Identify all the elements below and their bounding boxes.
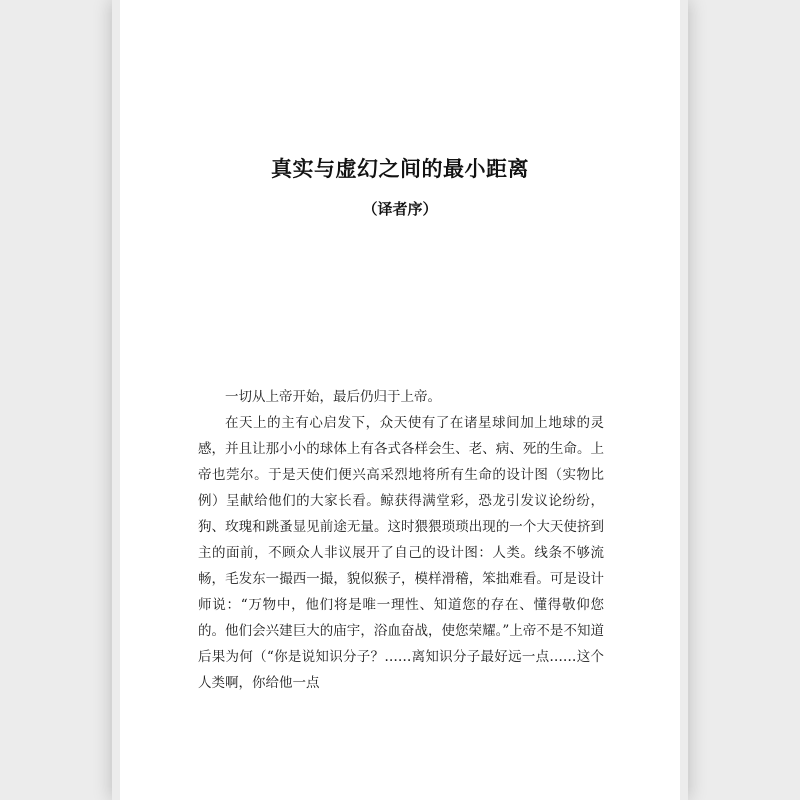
paragraph-1: 一切从上帝开始，最后仍归于上帝。 <box>225 389 441 405</box>
body-text <box>198 384 604 696</box>
book-page <box>120 0 680 800</box>
chapter-subtitle: （译者序） <box>362 200 438 218</box>
chapter-title: 真实与虚幻之间的最小距离 <box>271 156 529 181</box>
paragraph-2: 在天上的主有心启发下，众天使有了在诸星球间加上地球的灵感，并且让那小小的球体上有各式各样会生、老、病、死的生命。上帝也莞尔。于是天使们便兴高采烈地将所有生命的设计图（实物比例）呈献给他们的大家长看。鲸获得满堂彩，恐龙引发议论纷纷，狗、玫瑰和跳蚤显见前途无量。这时猥猥琐琐出现的一个大天使挤到主的面前，不顾众人非议展开了自己的设计图：人类。线条不够流畅，毛发东一撮西一撮，貌似猴子，模样滑稽，笨拙难看。可是设计师说：“万物中，他们将是唯一理性、知道您的存在、懂得敬仰您的。他们会兴建巨大的庙宇，浴血奋战，使您荣耀。”上帝不是不知道后果为何（“你是说知识分子？……离知识分子最好远一点……这个人类啊，你给他一点 <box>198 415 604 691</box>
